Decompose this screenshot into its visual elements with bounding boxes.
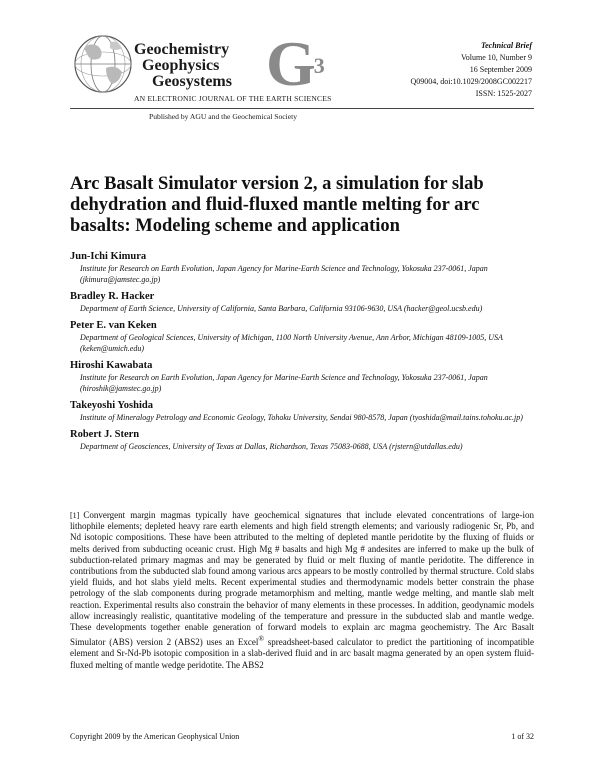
- journal-title: [134, 42, 232, 90]
- globe-logo-icon: [70, 28, 136, 102]
- abstract-paragraph: [70, 510, 534, 671]
- author-entry: [70, 359, 535, 394]
- author-name: Takeyoshi Yoshida: [70, 400, 153, 411]
- paper-title: Arc Basalt Simulator version 2, a simulation for slab dehydration and fluid-fluxed mantle melting for arc basalts: Modeling scheme and application: [70, 174, 484, 236]
- author-entry: [70, 250, 535, 285]
- author-name: Peter E. van Keken: [70, 320, 157, 331]
- page-number: 1 of 32: [511, 732, 534, 741]
- author-name: Hiroshi Kawabata: [70, 360, 153, 371]
- header-divider: [70, 108, 534, 109]
- registered-mark: ®: [258, 634, 265, 644]
- g3-superscript: 3: [313, 53, 323, 78]
- journal-title-line: Geosystems: [152, 73, 232, 90]
- author-name: Jun-Ichi Kimura: [70, 251, 147, 262]
- abstract-text: spreadsheet-based calculator to predict the partitioning of incompatible element and Sr-Nd-Pb isotopic composition in a slab-derived fluid and in arc basalt magma generated by an open system fluid-fluxed melting of mantle wedge peridotite. The ABS2: [70, 637, 534, 670]
- author-affiliation: Institute of Mineralogy Petrology and Economic Geology, Tohoku University, Sendai 980-8578, Japan (tyoshida@mail.tains.tohoku.ac.jp): [80, 413, 523, 422]
- abstract-text: Convergent margin magmas typically have geochemical signatures that include elevated concentrations of large-ion lithophile elements; depleted heavy rare earth elements and high field strength elements; and variously radiogenic Sr, Pb, and Nd isotopic compositions. These have been attributed to the melting of depleted mantle peridotite by the fluxing of fluids or melts derived from subducting oceanic crust. High Mg # basalts and high Mg # andesites are inferred to make up the bulk of subduction-related primary magmas and may be generated by fluid or melt fluxing of mantle peridotite. The difference in contributions from the subducted slab found among various arcs appears to be mostly controlled by thermal structure. Cold slabs yield fluids, and hot slabs yield melts. Recent experimental studies and thermodynamic models better constrain the phase petrology of the slab components during prograde metamorphism and melting, mantle wedge melting, and mantle slab melt reaction. Experimental results also constrain the behavior of many elements in these processes. In addition, geodynamic models allow increasingly realistic, quantitative modeling of the temperature and pressure in the subducted slab and mantle wedge. These developments together enable generation of forward models to explain arc magma geochemistry. The Arc Basalt Simulator (ABS) version 2 (ABS2) uses an Excel: [70, 510, 534, 648]
- author-entry: [70, 290, 535, 314]
- article-meta: [410, 40, 532, 100]
- volume: Volume 10, Number 9: [461, 53, 532, 62]
- doi[interactable]: Q09004, doi:10.1029/2008GC002217: [410, 77, 532, 86]
- copyright: Copyright 2009 by the American Geophysical Union: [70, 732, 240, 741]
- author-list: [70, 250, 535, 457]
- g3-mark: [266, 28, 323, 99]
- journal-title-line: Geochemistry: [134, 41, 230, 58]
- author-affiliation: Institute for Research on Earth Evolution, Japan Agency for Marine-Earth Science and Technology, Yokosuka 237-0061, Japan (hiroshik@jamstec.go.jp): [80, 373, 488, 393]
- journal-title-line: Geophysics: [142, 57, 220, 74]
- author-affiliation: Institute for Research on Earth Evolution, Japan Agency for Marine-Earth Science and Technology, Yokosuka 237-0061, Japan (jkimura@jamstec.go.jp): [80, 264, 488, 284]
- paragraph-number: [1]: [70, 511, 80, 520]
- publication-date: 16 September 2009: [469, 65, 532, 74]
- article-type: Technical Brief: [480, 41, 532, 50]
- author-name: Bradley R. Hacker: [70, 291, 155, 302]
- issn: ISSN: 1525-2027: [475, 89, 532, 98]
- author-affiliation: Department of Geosciences, University of Texas at Dallas, Richardson, Texas 75083-0688, USA (rjstern@utdallas.edu): [80, 442, 463, 451]
- publisher-line: Published by AGU and the Geochemical Society: [149, 112, 298, 121]
- author-affiliation: Department of Earth Science, University of California, Santa Barbara, California 93106-9630, USA (hacker@geol.ucsb.edu): [80, 304, 483, 313]
- author-affiliation: Department of Geological Sciences, University of Michigan, 1100 North University Avenue, Ann Arbor, Michigan 48109-1005, USA (keken@umich.edu): [80, 333, 503, 353]
- g3-letter: G: [266, 28, 314, 99]
- author-entry: [70, 428, 535, 452]
- author-entry: [70, 399, 535, 423]
- journal-subtitle: AN ELECTRONIC JOURNAL OF THE EARTH SCIENCES: [134, 94, 332, 103]
- page-footer: [70, 732, 534, 741]
- author-name: Robert J. Stern: [70, 429, 140, 440]
- author-entry: [70, 319, 535, 354]
